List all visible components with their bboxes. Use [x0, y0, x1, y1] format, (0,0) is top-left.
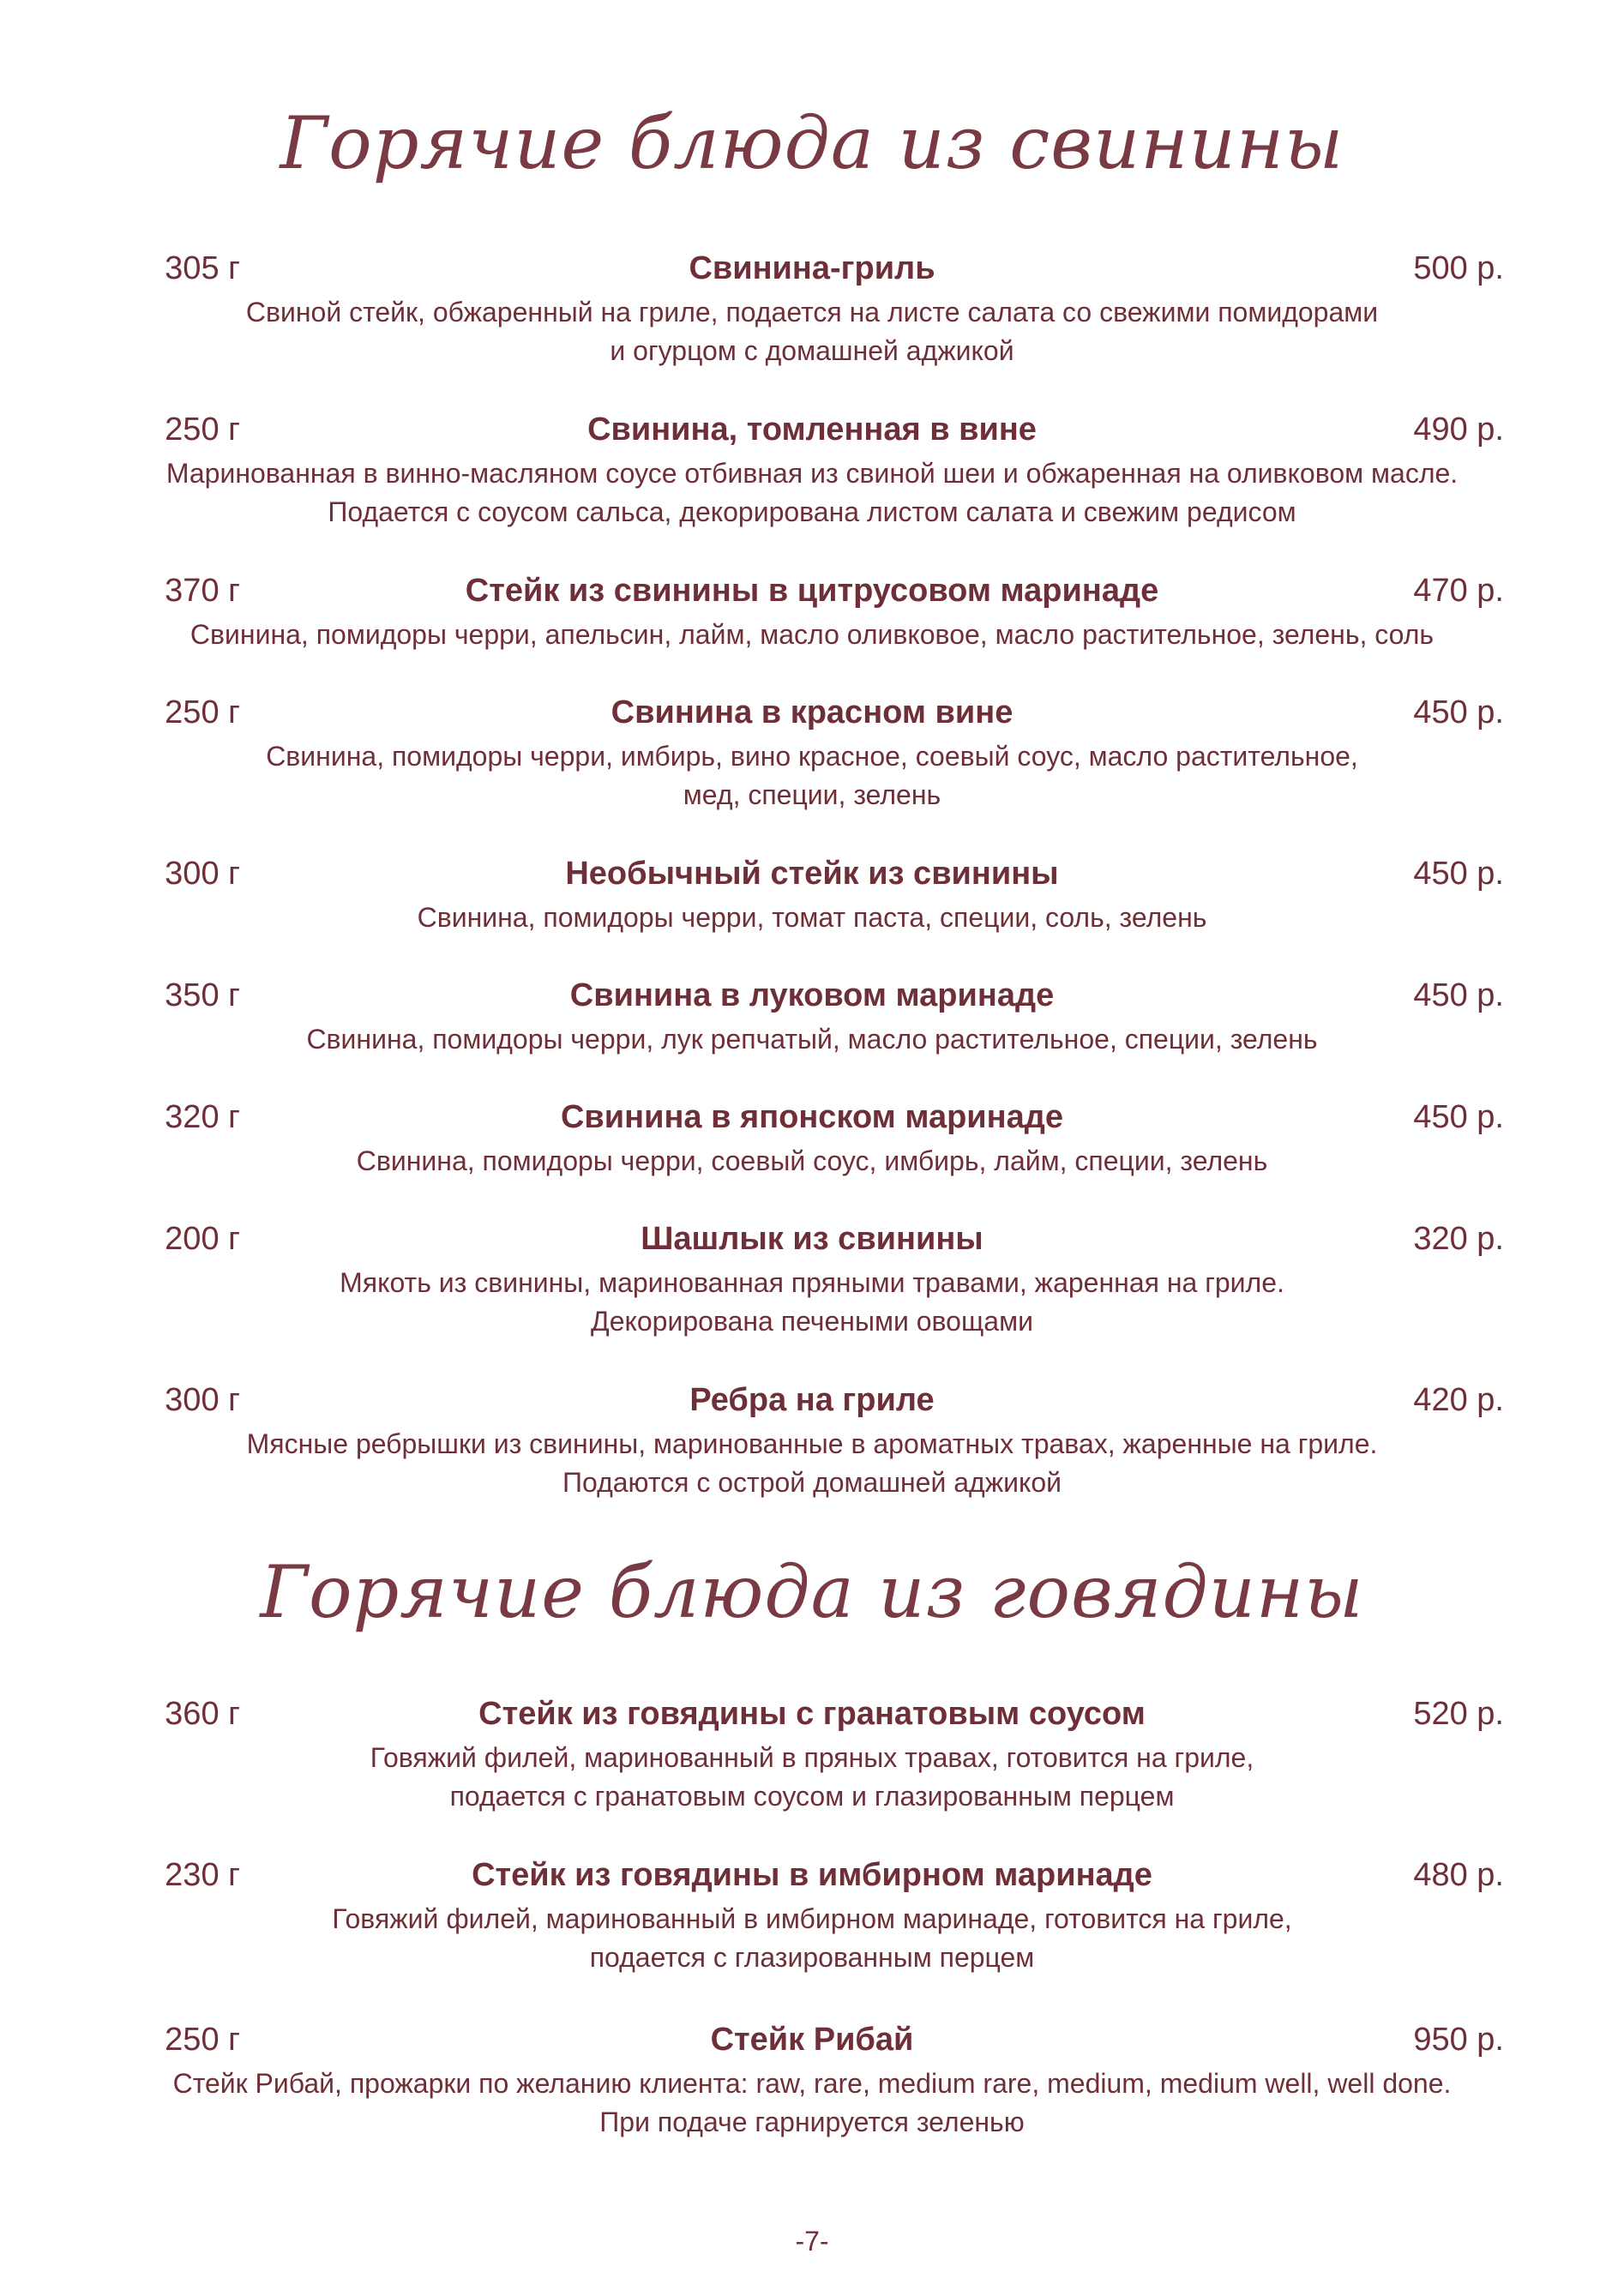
item-price: 320 р.	[1413, 1221, 1504, 1257]
item-price: 450 р.	[1413, 694, 1504, 730]
item-name: Стейк из говядины с гранатовым соусом	[478, 1696, 1146, 1732]
item-name: Свинина в японском маринаде	[560, 1099, 1063, 1135]
item-weight: 360 г	[165, 1696, 240, 1732]
page-number: -7-	[795, 2226, 829, 2257]
item-weight: 300 г	[165, 1382, 240, 1418]
item-price: 450 р.	[1413, 856, 1504, 892]
item-price: 470 р.	[1413, 573, 1504, 609]
item-description: Говяжий филей, маринованный в пряных травах, готовится на гриле, подается с гранатовым соусом и глазированным перцем	[370, 1742, 1254, 1812]
item-weight: 250 г	[165, 412, 240, 448]
item-weight: 305 г	[165, 250, 240, 286]
item-weight: 300 г	[165, 856, 240, 892]
item-name: Свинина, томленная в вине	[587, 412, 1037, 448]
item-price: 520 р.	[1413, 1696, 1504, 1732]
item-weight: 230 г	[165, 1857, 240, 1893]
item-price: 480 р.	[1413, 1857, 1504, 1893]
item-price: 450 р.	[1413, 977, 1504, 1013]
item-weight: 200 г	[165, 1221, 240, 1257]
item-description: Говяжий филей, маринованный в имбирном маринаде, готовится на гриле, подается с глазированным перцем	[332, 1903, 1292, 1973]
item-name: Свинина-гриль	[689, 250, 935, 286]
section-title-pork: Горячие блюда из свинины	[280, 101, 1344, 185]
item-description: Свинина, помидоры черри, лук репчатый, масло растительное, специи, зелень	[306, 1024, 1318, 1055]
item-weight: 250 г	[165, 2022, 240, 2058]
item-description: Свиной стейк, обжаренный на гриле, подается на листе салата со свежими помидорами и огурцом с домашней аджикой	[245, 297, 1379, 366]
item-price: 450 р.	[1413, 1099, 1504, 1135]
item-description: Мясные ребрышки из свинины, маринованные в ароматных травах, жаренные на гриле. Подаются с острой домашней аджикой	[246, 1428, 1378, 1498]
item-description: Свинина, помидоры черри, имбирь, вино красное, соевый соус, масло растительное, мед, специи, зелень	[266, 741, 1358, 810]
item-weight: 250 г	[165, 694, 240, 730]
item-weight: 370 г	[165, 573, 240, 609]
item-description: Мякоть из свинины, маринованная пряными травами, жаренная на гриле. Декорирована печеными овощами	[340, 1267, 1284, 1337]
item-description: Стейк Рибай, прожарки по желанию клиента: raw, rare, medium rare, medium, medium well, well done. При подаче гарнируется зеленью	[172, 2068, 1452, 2137]
item-price: 490 р.	[1413, 412, 1504, 448]
item-description: Свинина, помидоры черри, томат паста, специи, соль, зелень	[417, 902, 1207, 933]
item-name: Стейк из говядины в имбирном маринаде	[472, 1857, 1152, 1893]
item-name: Стейк из свинины в цитрусовом маринаде	[465, 573, 1159, 609]
item-name: Шашлык из свинины	[641, 1221, 983, 1257]
item-weight: 350 г	[165, 977, 240, 1013]
item-price: 420 р.	[1413, 1382, 1504, 1418]
section-title-beef: Горячие блюда из говядины	[260, 1550, 1364, 1634]
item-description: Свинина, помидоры черри, соевый соус, имбирь, лайм, специи, зелень	[356, 1145, 1268, 1176]
item-description: Свинина, помидоры черри, апельсин, лайм, масло оливковое, масло растительное, зелень, соль	[189, 619, 1435, 650]
item-name: Ребра на гриле	[689, 1382, 935, 1418]
item-weight: 320 г	[165, 1099, 240, 1135]
item-name: Свинина в луковом маринаде	[569, 977, 1055, 1013]
item-description: Маринованная в винно-масляном соусе отбивная из свиной шеи и обжаренная на оливковом масле. Подается с соусом сальса, декорирована листом салата и свежим редисом	[165, 458, 1459, 527]
item-price: 950 р.	[1413, 2022, 1504, 2058]
item-price: 500 р.	[1413, 250, 1504, 286]
item-name: Необычный стейк из свинины	[565, 856, 1059, 892]
item-name: Свинина в красном вине	[611, 694, 1013, 730]
item-name: Стейк Рибай	[710, 2022, 914, 2058]
